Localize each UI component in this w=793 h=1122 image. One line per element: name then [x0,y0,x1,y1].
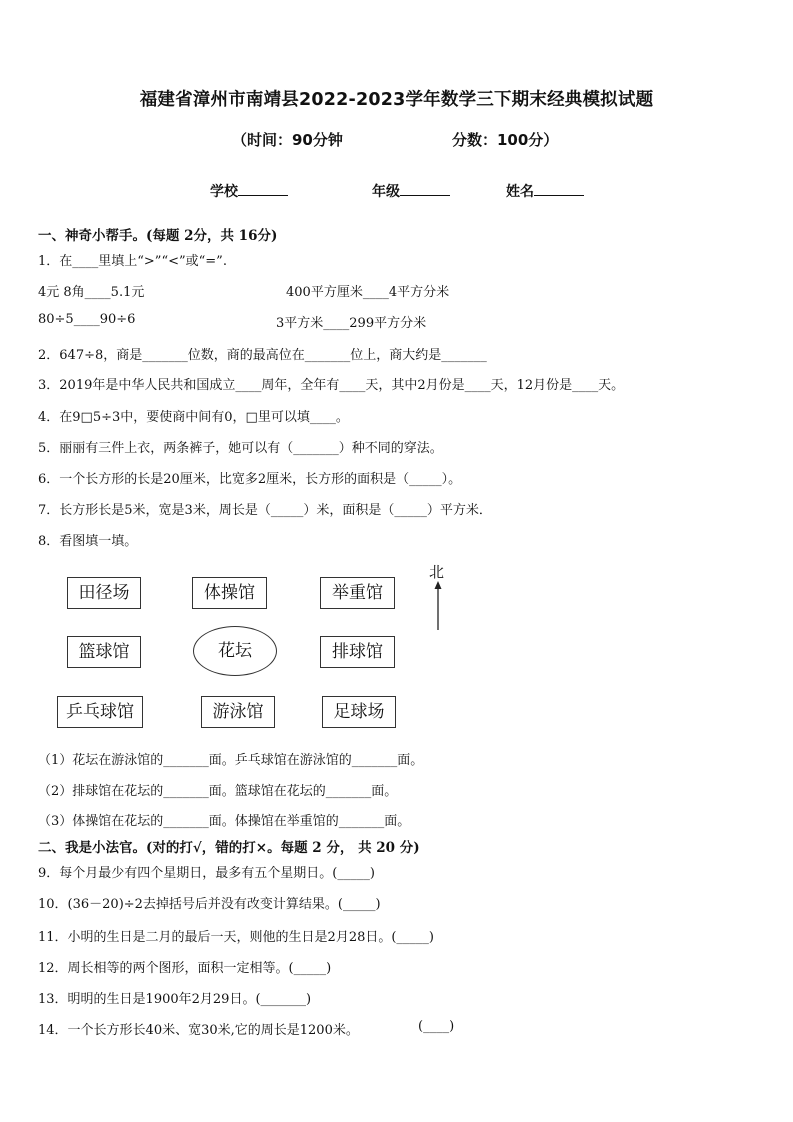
question-5: 5．丽丽有三件上衣，两条裤子，她可以有（_______）种不同的穿法。 [38,441,443,456]
venue-weightlifting-hall: 举重馆 [320,577,395,609]
section-1-heading: 一、神奇小帮手。(每题 2分，共 16分) [38,228,278,244]
question-6: 6．一个长方形的长是20厘米，比宽多2厘米，长方形的面积是（_____）。 [38,472,462,487]
question-12: 12．周长相等的两个图形，面积一定相等。(_____) [38,961,332,976]
question-8-2: （2）排球馆在花坛的_______面。篮球馆在花坛的_______面。 [38,784,398,799]
question-3: 3．2019年是中华人民共和国成立____周年，全年有____天，其中2月份是____天，12月份是____天。 [38,378,625,393]
flower-bed-oval: 花坛 [193,626,277,676]
question-8-1: （1）花坛在游泳馆的_______面。乒乓球馆在游泳馆的_______面。 [38,753,424,768]
question-8-3: （3）体操馆在花坛的_______面。体操馆在举重馆的_______面。 [38,814,411,829]
exam-time: （时间：90分钟 [232,131,343,149]
question-1b: 400平方厘米____4平方分米 [286,285,450,300]
question-7: 7．长方形长是5米，宽是3米，周长是（_____）米，面积是（_____）平方米． [38,503,492,518]
school-label: 学校 [210,184,238,200]
question-14-answer-paren: (____) [418,1019,455,1034]
venue-volleyball-hall: 排球馆 [320,636,395,668]
name-label: 姓名 [506,184,534,200]
name-field[interactable] [506,181,584,201]
question-9: 9．每个月最少有四个星期日，最多有五个星期日。(_____) [38,866,375,881]
question-4: 4．在9□5÷3中，要使商中间有0，□里可以填____。 [38,410,349,425]
grade-label: 年级 [372,184,400,200]
exam-score: 分数：100分） [452,131,559,149]
venue-basketball-hall: 篮球馆 [67,636,141,668]
question-13: 13．明明的生日是1900年2月29日。(_______) [38,992,312,1007]
question-2: 2．647÷8，商是_______位数，商的最高位在_______位上，商大约是_______ [38,348,487,363]
question-14: 14．一个长方形长40米、宽30米,它的周长是1200米。 [38,1023,359,1038]
question-1c: 80÷5____90÷6 [38,312,136,327]
north-arrow-icon [430,580,446,632]
grade-blank[interactable] [400,181,450,196]
north-label: 北 [429,563,445,581]
venue-track-field: 田径场 [67,577,141,609]
venue-table-tennis-hall: 乒乓球馆 [57,696,143,728]
question-10: 10．(36－20)÷2去掉括号后并没有改变计算结果。(_____) [38,897,381,912]
school-blank[interactable] [238,181,288,196]
venue-swimming-hall: 游泳馆 [201,696,275,728]
section-2-heading: 二、我是小法官。(对的打√，错的打×。每题 2 分， 共 20 分) [38,840,420,856]
grade-field[interactable] [372,181,450,201]
question-1: 1．在____里填上“>”“<”或“=”. [38,254,227,269]
question-1a: 4元 8角____5.1元 [38,285,145,300]
venue-gymnastics-hall: 体操馆 [192,577,267,609]
name-blank[interactable] [534,181,584,196]
question-8: 8．看图填一填。 [38,534,138,549]
question-11: 11．小明的生日是二月的最后一天，则他的生日是2月28日。(_____) [38,930,434,945]
question-1d: 3平方米____299平方分米 [276,316,427,331]
venue-football-field: 足球场 [322,696,396,728]
page-title: 福建省漳州市南靖县2022-2023学年数学三下期末经典模拟试题 [139,90,654,110]
school-field[interactable] [210,181,288,201]
